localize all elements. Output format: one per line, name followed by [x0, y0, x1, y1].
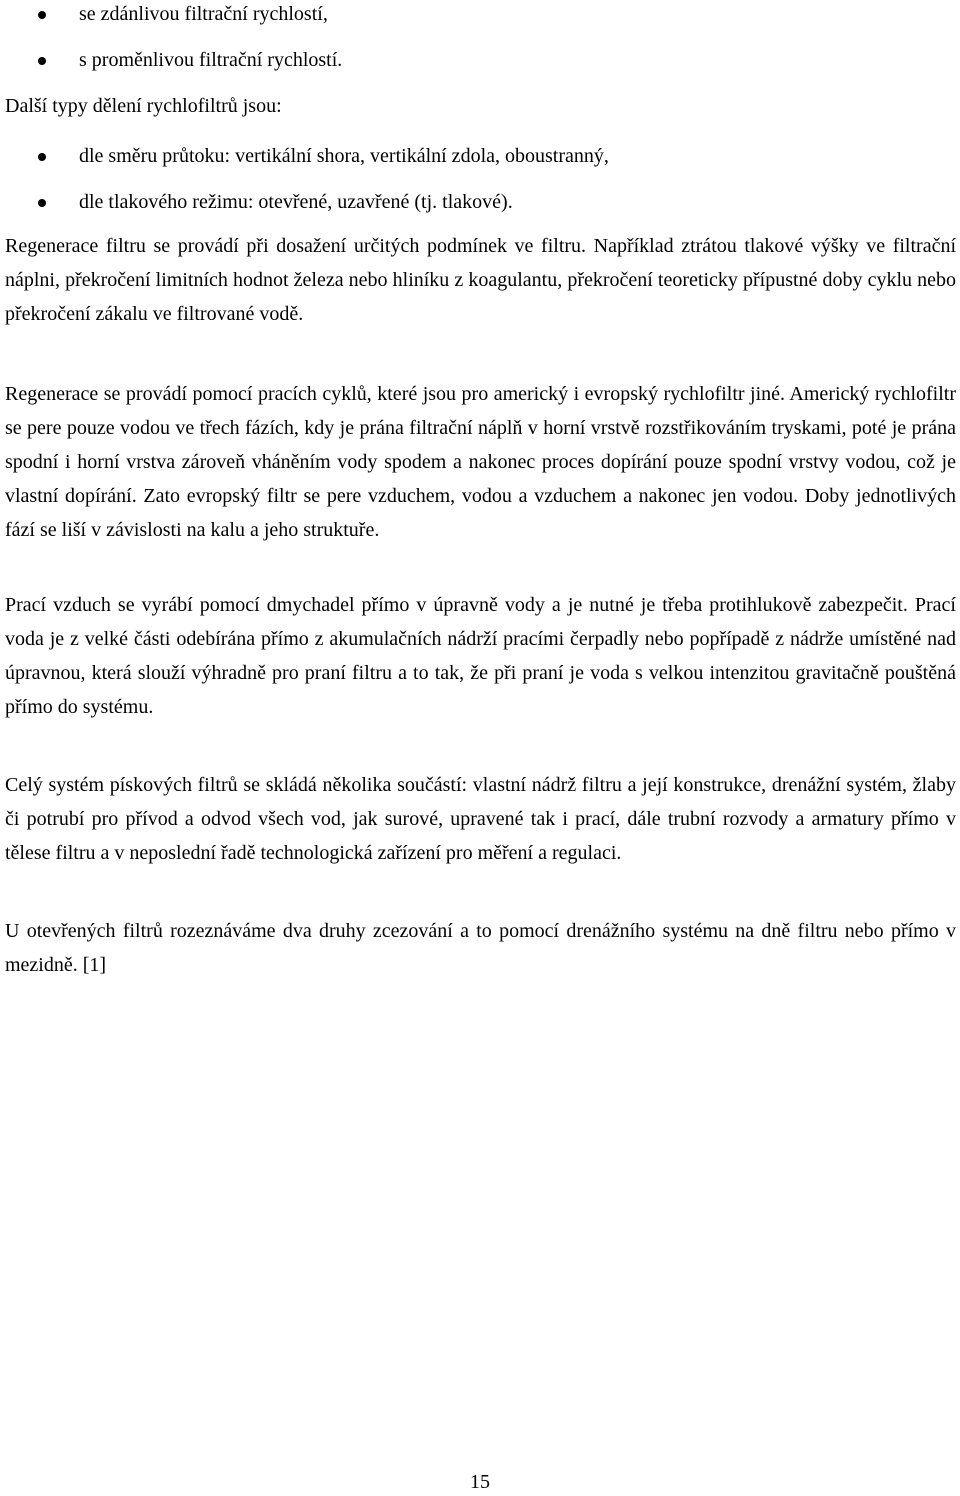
bullet-list-filtration-speed [0, 2, 960, 94]
bullet-icon [38, 199, 46, 207]
list-item-text: se zdánlivou filtrační rychlostí, [79, 3, 328, 25]
bullet-icon [38, 57, 46, 65]
list-item [0, 48, 960, 94]
paragraph-open-filters: U otevřených filtrů rozeznáváme dva druhy zcezování a to pomocí drenážního systému na dně filtru nebo přímo v mezidně. [1] [5, 920, 956, 976]
list-item-text: dle tlakového režimu: otevřené, uzavřené (tj. tlakové). [79, 191, 513, 213]
bullet-list-filter-types [0, 144, 960, 236]
page-number: 15 [470, 1471, 490, 1493]
bullet-icon [38, 153, 46, 161]
list-item-text: dle směru průtoku: vertikální shora, vertikální zdola, oboustranný, [79, 145, 609, 167]
paragraph-regeneration-conditions: Regenerace filtru se provádí při dosažení určitých podmínek ve filtru. Například ztrátou tlakové výšky ve filtrační náplni, překročení limitních hodnot železa nebo hliníku z koagulantu, překročení teoreticky přípustné doby cyklu nebo překročení zákalu ve filtrované vodě. [5, 235, 956, 325]
paragraph-wash-air-water: Prací vzduch se vyrábí pomocí dmychadel přímo v úpravně vody a je nutné je třeba protihlukově zabezpečit. Prací voda je z velké části odebírána přímo z akumulačních nádrží pracími čerpadly nebo popřípadě z nádrže umístěné nad úpravnou, která slouží výhradně pro praní filtru a to tak, že při praní je voda s velkou intenzitou gravitačně pouštěná přímo do systému. [5, 594, 956, 718]
bullet-icon [38, 11, 46, 19]
list-item-text: s proměnlivou filtrační rychlostí. [79, 49, 343, 71]
paragraph-washing-cycles: Regenerace se provádí pomocí pracích cyklů, které jsou pro americký i evropský rychlofiltr jiné. Americký rychlofiltr se pere pouze vodou ve třech fázích, kdy je prána filtrační náplň v horní vrstvě rozstřikováním tryskami, poté je prána spodní i horní vrstva zároveň vháněním vody spodem a nakonec proces dopírání pouze spodní vrstvy vodou, což je vlastní dopírání. Zato evropský filtr se pere vzduchem, vodou a vzduchem a nakonec jen vodou. Doby jednotlivých fází se liší v závislosti na kalu a jeho struktuře. [5, 383, 956, 541]
list-item [0, 2, 960, 48]
intro-line: Další typy dělení rychlofiltrů jsou: [5, 95, 282, 117]
list-item [0, 144, 960, 190]
paragraph-system-components: Celý systém pískových filtrů se skládá několika součástí: vlastní nádrž filtru a její konstrukce, drenážní systém, žlaby či potrubí pro přívod a odvod všech vod, jak surové, upravené tak i prací, dále trubní rozvody a armatury přímo v tělese filtru a v neposlední řadě technologická zařízení pro měření a regulaci. [5, 774, 956, 864]
